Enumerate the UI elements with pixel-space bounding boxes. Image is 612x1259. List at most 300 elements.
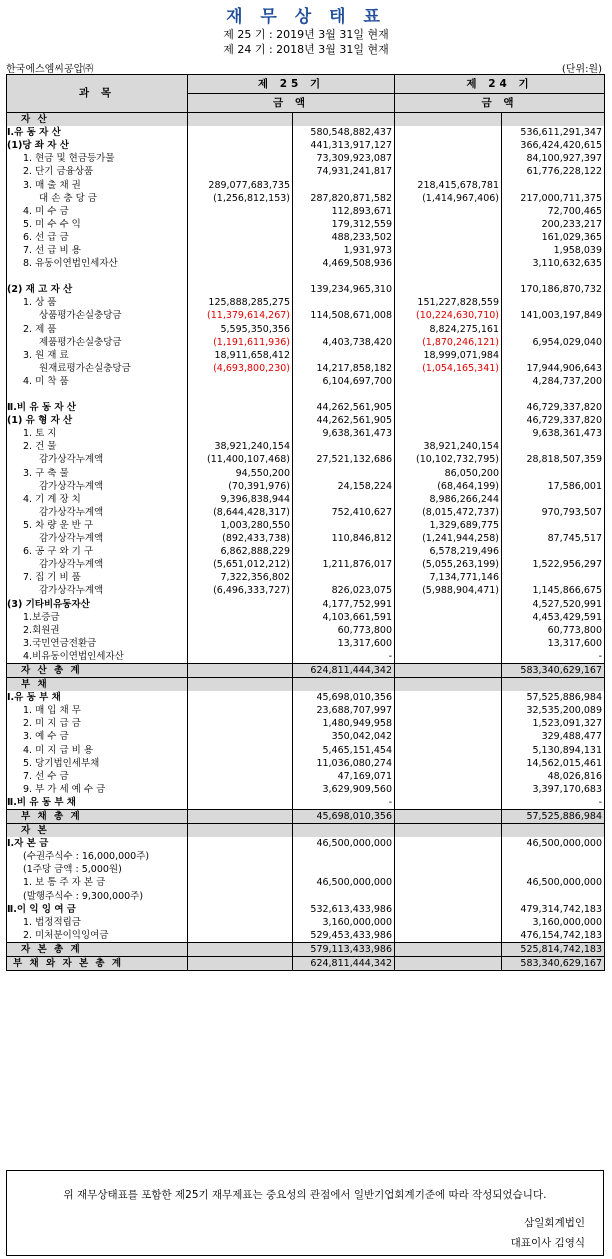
prior-amount: 1,522,956,297 (502, 558, 605, 571)
prior-detail (395, 957, 502, 971)
table-row (7, 796, 605, 810)
table-row (7, 942, 605, 956)
table-row (7, 678, 605, 692)
prior-amount (502, 850, 605, 863)
header-row-periods (7, 75, 605, 94)
account-name: 5. 차 량 운 반 구 (7, 519, 188, 532)
current-detail (188, 704, 293, 717)
current-detail: (11,379,614,267) (188, 309, 293, 322)
current-amount (293, 571, 395, 584)
prior-detail: 38,921,240,154 (395, 440, 502, 453)
prior-detail (395, 863, 502, 876)
prior-detail (395, 796, 502, 810)
current-detail (188, 401, 293, 414)
table-row (7, 558, 605, 571)
table-row (7, 809, 605, 823)
current-detail: (11,400,107,468) (188, 453, 293, 466)
account-name: 3. 매 출 채 권 (7, 178, 188, 191)
period-current: 제 25 기 : 2019년 3월 31일 현재 (223, 28, 389, 41)
account-name: 제품평가손실충당금 (7, 336, 188, 349)
current-amount: 23,688,707,997 (293, 704, 395, 717)
account-name: (1) 유 형 자 산 (7, 414, 188, 427)
account-name: Ⅱ.이 익 잉 여 금 (7, 903, 188, 916)
current-amount: 4,469,508,936 (293, 257, 395, 270)
current-detail (188, 113, 293, 127)
table-row (7, 362, 605, 375)
table-row (7, 929, 605, 943)
prior-amount (502, 519, 605, 532)
prior-detail (395, 850, 502, 863)
table-row (7, 113, 605, 127)
table-row (7, 624, 605, 637)
current-amount: 47,169,071 (293, 770, 395, 783)
table-row (7, 257, 605, 270)
prior-detail: 151,227,828,559 (395, 296, 502, 309)
current-detail (188, 126, 293, 139)
account-name: 1. 매 입 채 무 (7, 704, 188, 717)
current-detail (188, 850, 293, 863)
table-row (7, 637, 605, 650)
current-detail (188, 427, 293, 440)
account-name: 6. 공 구 와 기 구 (7, 545, 188, 558)
current-amount: 110,846,812 (293, 532, 395, 545)
current-detail (188, 757, 293, 770)
prior-detail (395, 704, 502, 717)
table-row (7, 916, 605, 929)
prior-amount: 48,026,816 (502, 770, 605, 783)
current-detail (188, 139, 293, 152)
current-amount (293, 545, 395, 558)
current-amount (293, 323, 395, 336)
table-row (7, 506, 605, 519)
account-name: 8. 유동이연법인세자산 (7, 257, 188, 270)
account-name: (1)당 좌 자 산 (7, 139, 188, 152)
account-name: 원재료평가손실충당금 (7, 362, 188, 375)
prior-amount (502, 890, 605, 903)
table-row (7, 744, 605, 757)
account-name: 2. 미처분이익잉여금 (7, 929, 188, 943)
table-row (7, 296, 605, 309)
table-row (7, 890, 605, 903)
prior-detail (395, 427, 502, 440)
current-detail: (1,191,611,936) (188, 336, 293, 349)
prior-amount: 61,776,228,122 (502, 165, 605, 178)
prior-amount (502, 440, 605, 453)
current-detail (188, 650, 293, 664)
prior-detail: (5,988,904,471) (395, 584, 502, 597)
current-detail (188, 597, 293, 610)
current-amount (293, 890, 395, 903)
account-name: (발행주식수 : 9,300,000주) (7, 890, 188, 903)
current-amount: 4,177,752,991 (293, 597, 395, 610)
prior-detail (395, 283, 502, 296)
current-detail: 1,003,280,550 (188, 519, 293, 532)
prior-detail (395, 916, 502, 929)
current-amount: 532,613,433,986 (293, 903, 395, 916)
prior-detail: 18,999,071,984 (395, 349, 502, 362)
prior-amount: - (502, 650, 605, 664)
table-row (7, 597, 605, 610)
prior-detail (395, 244, 502, 257)
current-amount: 6,104,697,700 (293, 375, 395, 388)
table-row (7, 519, 605, 532)
account-name: 자 본 총 계 (7, 942, 188, 956)
account-name (7, 270, 188, 283)
prior-amount: 4,527,520,991 (502, 597, 605, 610)
table-row (7, 165, 605, 178)
account-name: Ⅰ.유 동 부 채 (7, 691, 188, 704)
prior-detail (395, 637, 502, 650)
prior-amount (502, 863, 605, 876)
current-amount: 74,931,241,817 (293, 165, 395, 178)
current-amount (293, 296, 395, 309)
prior-detail (395, 624, 502, 637)
current-detail (188, 744, 293, 757)
current-detail: 9,396,838,944 (188, 493, 293, 506)
prior-detail (395, 231, 502, 244)
current-detail: 7,322,356,802 (188, 571, 293, 584)
balance-sheet-body (7, 113, 605, 971)
current-detail (188, 770, 293, 783)
prior-detail (395, 824, 502, 838)
prior-detail (395, 837, 502, 850)
current-amount: 46,500,000,000 (293, 876, 395, 889)
table-row (7, 663, 605, 677)
prior-detail (395, 942, 502, 956)
account-name: 1. 법정적립금 (7, 916, 188, 929)
table-row (7, 876, 605, 889)
header-prior-amount: 금 액 (395, 94, 605, 113)
prior-amount (502, 323, 605, 336)
current-amount (293, 850, 395, 863)
prior-detail: 8,824,275,161 (395, 323, 502, 336)
table-row (7, 783, 605, 796)
prior-detail (395, 375, 502, 388)
prior-amount: 9,638,361,473 (502, 427, 605, 440)
prior-detail (395, 113, 502, 127)
current-amount: 139,234,965,310 (293, 283, 395, 296)
account-name: 4. 미 착 품 (7, 375, 188, 388)
current-amount (293, 388, 395, 401)
current-amount: 46,500,000,000 (293, 837, 395, 850)
prior-amount: 17,944,906,643 (502, 362, 605, 375)
table-row (7, 730, 605, 743)
current-detail: 38,921,240,154 (188, 440, 293, 453)
period-prior: 제 24 기 : 2018년 3월 31일 현재 (223, 43, 389, 56)
table-row (7, 584, 605, 597)
prior-amount: 14,562,015,461 (502, 757, 605, 770)
table-row (7, 691, 605, 704)
account-name: 9. 부 가 세 예 수 금 (7, 783, 188, 796)
current-detail: 125,888,285,275 (188, 296, 293, 309)
prior-amount: 970,793,507 (502, 506, 605, 519)
table-row (7, 414, 605, 427)
account-name: 감가상각누계액 (7, 506, 188, 519)
prior-amount: 13,317,600 (502, 637, 605, 650)
account-name: Ⅰ.유 동 자 산 (7, 126, 188, 139)
current-amount (293, 440, 395, 453)
account-name: 2.회원권 (7, 624, 188, 637)
table-row (7, 139, 605, 152)
account-name: 자 본 (7, 824, 188, 838)
account-name: 감가상각누계액 (7, 584, 188, 597)
current-amount: 114,508,671,008 (293, 309, 395, 322)
current-detail (188, 957, 293, 971)
header-current-period: 제 25 기 (188, 75, 395, 94)
prior-detail (395, 257, 502, 270)
current-amount: 350,042,042 (293, 730, 395, 743)
current-detail (188, 270, 293, 283)
current-amount: 752,410,627 (293, 506, 395, 519)
prior-amount (502, 678, 605, 692)
account-name: (2) 재 고 자 산 (7, 283, 188, 296)
table-row (7, 152, 605, 165)
current-amount: - (293, 650, 395, 664)
table-row (7, 467, 605, 480)
current-detail: (892,433,738) (188, 532, 293, 545)
account-name: 3. 구 축 물 (7, 467, 188, 480)
table-row (7, 205, 605, 218)
current-amount: 44,262,561,905 (293, 401, 395, 414)
prior-amount: 3,110,632,635 (502, 257, 605, 270)
table-row (7, 545, 605, 558)
current-amount (293, 270, 395, 283)
prior-amount (502, 349, 605, 362)
prior-detail: (1,414,967,406) (395, 192, 502, 205)
prior-amount: 46,729,337,820 (502, 414, 605, 427)
current-detail (188, 730, 293, 743)
current-amount: 826,023,075 (293, 584, 395, 597)
account-name: 6. 선 급 금 (7, 231, 188, 244)
table-row (7, 349, 605, 362)
current-detail: 94,550,200 (188, 467, 293, 480)
prior-amount (502, 113, 605, 127)
account-name: 1. 현금 및 현금등가물 (7, 152, 188, 165)
table-row (7, 427, 605, 440)
account-name: 상품평가손실충당금 (7, 309, 188, 322)
current-detail (188, 637, 293, 650)
current-amount (293, 678, 395, 692)
current-detail (188, 796, 293, 810)
account-name: 자 산 (7, 113, 188, 127)
account-name: 7. 선 수 금 (7, 770, 188, 783)
current-amount: 4,403,738,420 (293, 336, 395, 349)
account-name: 감가상각누계액 (7, 558, 188, 571)
table-row (7, 336, 605, 349)
account-name: 감가상각누계액 (7, 480, 188, 493)
current-amount: 45,698,010,356 (293, 809, 395, 823)
prior-amount: 72,700,465 (502, 205, 605, 218)
current-amount: 5,465,151,454 (293, 744, 395, 757)
prior-amount: 3,160,000,000 (502, 916, 605, 929)
prior-amount: 4,453,429,591 (502, 611, 605, 624)
current-amount (293, 519, 395, 532)
current-detail (188, 165, 293, 178)
account-name: Ⅱ.비 유 동 자 산 (7, 401, 188, 414)
table-row (7, 270, 605, 283)
table-row (7, 903, 605, 916)
prior-amount: 5,130,894,131 (502, 744, 605, 757)
account-name: 5. 미 수 수 익 (7, 218, 188, 231)
prior-detail (395, 678, 502, 692)
current-amount: 179,312,559 (293, 218, 395, 231)
prior-detail (395, 903, 502, 916)
table-row (7, 453, 605, 466)
current-amount: 1,931,973 (293, 244, 395, 257)
current-amount (293, 493, 395, 506)
current-detail (188, 231, 293, 244)
account-name: 감가상각누계액 (7, 453, 188, 466)
prior-detail (395, 611, 502, 624)
current-amount: 579,113,433,986 (293, 942, 395, 956)
account-name: (3) 기타비유동자산 (7, 597, 188, 610)
current-amount: 529,453,433,986 (293, 929, 395, 943)
audit-opinion-text: 위 재무상태표를 포함한 제25기 재무제표는 중요성의 관점에서 일반기업회계기준에 따라 작성되었습니다. (63, 1189, 547, 1201)
table-row (7, 493, 605, 506)
current-detail (188, 414, 293, 427)
auditor-representative: 대표이사 김영식 (510, 1237, 585, 1249)
current-detail (188, 837, 293, 850)
current-amount: 11,036,080,274 (293, 757, 395, 770)
prior-amount: 4,284,737,200 (502, 375, 605, 388)
current-detail (188, 611, 293, 624)
prior-amount: 583,340,629,167 (502, 663, 605, 677)
prior-detail (395, 730, 502, 743)
prior-detail: (10,224,630,710) (395, 309, 502, 322)
current-amount: 44,262,561,905 (293, 414, 395, 427)
table-row (7, 863, 605, 876)
audit-opinion-box (6, 1170, 604, 1256)
current-amount: 1,211,876,017 (293, 558, 395, 571)
prior-detail (395, 165, 502, 178)
account-name: 2. 단기 금융상품 (7, 165, 188, 178)
current-amount: 624,811,444,342 (293, 957, 395, 971)
current-detail (188, 257, 293, 270)
prior-amount (502, 270, 605, 283)
prior-detail (395, 401, 502, 414)
account-name: 부 채 총 계 (7, 809, 188, 823)
table-row (7, 440, 605, 453)
current-amount (293, 467, 395, 480)
table-row (7, 704, 605, 717)
balance-sheet-table (6, 74, 605, 971)
prior-amount: 1,145,866,675 (502, 584, 605, 597)
account-name: Ⅱ.비 유 동 부 채 (7, 796, 188, 810)
current-detail (188, 244, 293, 257)
account-name: 7. 선 급 비 용 (7, 244, 188, 257)
prior-amount (502, 571, 605, 584)
current-amount: 14,217,858,182 (293, 362, 395, 375)
current-amount: - (293, 796, 395, 810)
table-row (7, 480, 605, 493)
prior-detail: 1,329,689,775 (395, 519, 502, 532)
header-account: 과 목 (7, 75, 188, 113)
current-amount (293, 113, 395, 127)
current-amount (293, 178, 395, 191)
prior-amount: 6,954,029,040 (502, 336, 605, 349)
account-name: 1. 토 지 (7, 427, 188, 440)
current-amount: 27,521,132,686 (293, 453, 395, 466)
current-detail (188, 678, 293, 692)
prior-detail: (8,015,472,737) (395, 506, 502, 519)
table-row (7, 850, 605, 863)
prior-amount: 200,233,217 (502, 218, 605, 231)
prior-amount: 28,818,507,359 (502, 453, 605, 466)
account-name: 3. 원 재 료 (7, 349, 188, 362)
table-row (7, 244, 605, 257)
prior-amount: 476,154,742,183 (502, 929, 605, 943)
table-row (7, 532, 605, 545)
prior-detail: 6,578,219,496 (395, 545, 502, 558)
current-amount: 441,313,917,127 (293, 139, 395, 152)
current-detail: (1,256,812,153) (188, 192, 293, 205)
table-row (7, 770, 605, 783)
prior-amount: 60,773,800 (502, 624, 605, 637)
current-detail: (70,391,976) (188, 480, 293, 493)
prior-detail: (1,241,944,258) (395, 532, 502, 545)
current-amount: 60,773,800 (293, 624, 395, 637)
prior-detail (395, 929, 502, 943)
current-amount: 4,103,661,591 (293, 611, 395, 624)
account-name: 1.보증금 (7, 611, 188, 624)
current-detail: (5,651,012,212) (188, 558, 293, 571)
prior-amount: 17,586,001 (502, 480, 605, 493)
table-row (7, 126, 605, 139)
current-amount: 13,317,600 (293, 637, 395, 650)
current-amount: 488,233,502 (293, 231, 395, 244)
current-detail (188, 663, 293, 677)
prior-detail: 8,986,266,244 (395, 493, 502, 506)
prior-amount: 536,611,291,347 (502, 126, 605, 139)
table-row (7, 283, 605, 296)
unit-label: (단위:원) (561, 64, 602, 75)
current-detail: (4,693,800,230) (188, 362, 293, 375)
current-detail (188, 942, 293, 956)
table-row (7, 323, 605, 336)
account-name: Ⅰ.자 본 금 (7, 837, 188, 850)
table-row (7, 650, 605, 664)
prior-detail (395, 876, 502, 889)
prior-amount (502, 388, 605, 401)
document-title: 재 무 상 태 표 (226, 7, 386, 27)
table-row (7, 824, 605, 838)
current-amount (293, 824, 395, 838)
table-row (7, 388, 605, 401)
table-row (7, 401, 605, 414)
current-detail (188, 283, 293, 296)
table-row (7, 837, 605, 850)
prior-amount: 525,814,742,183 (502, 942, 605, 956)
account-name: 3.국민연금전환금 (7, 637, 188, 650)
account-name: 자 산 총 계 (7, 663, 188, 677)
prior-detail (395, 650, 502, 664)
company-name: 한국에스엠씨공압㈜ (6, 64, 94, 75)
prior-detail (395, 139, 502, 152)
current-detail (188, 876, 293, 889)
account-name: 4. 기 계 장 치 (7, 493, 188, 506)
account-name: 대 손 충 당 금 (7, 192, 188, 205)
current-detail (188, 783, 293, 796)
table-row (7, 571, 605, 584)
current-detail: 289,077,683,735 (188, 178, 293, 191)
current-amount: 73,309,923,087 (293, 152, 395, 165)
current-detail: (6,496,333,727) (188, 584, 293, 597)
prior-detail: (10,102,732,795) (395, 453, 502, 466)
table-row (7, 957, 605, 971)
prior-amount: 84,100,927,397 (502, 152, 605, 165)
current-amount: 9,638,361,473 (293, 427, 395, 440)
prior-detail (395, 783, 502, 796)
